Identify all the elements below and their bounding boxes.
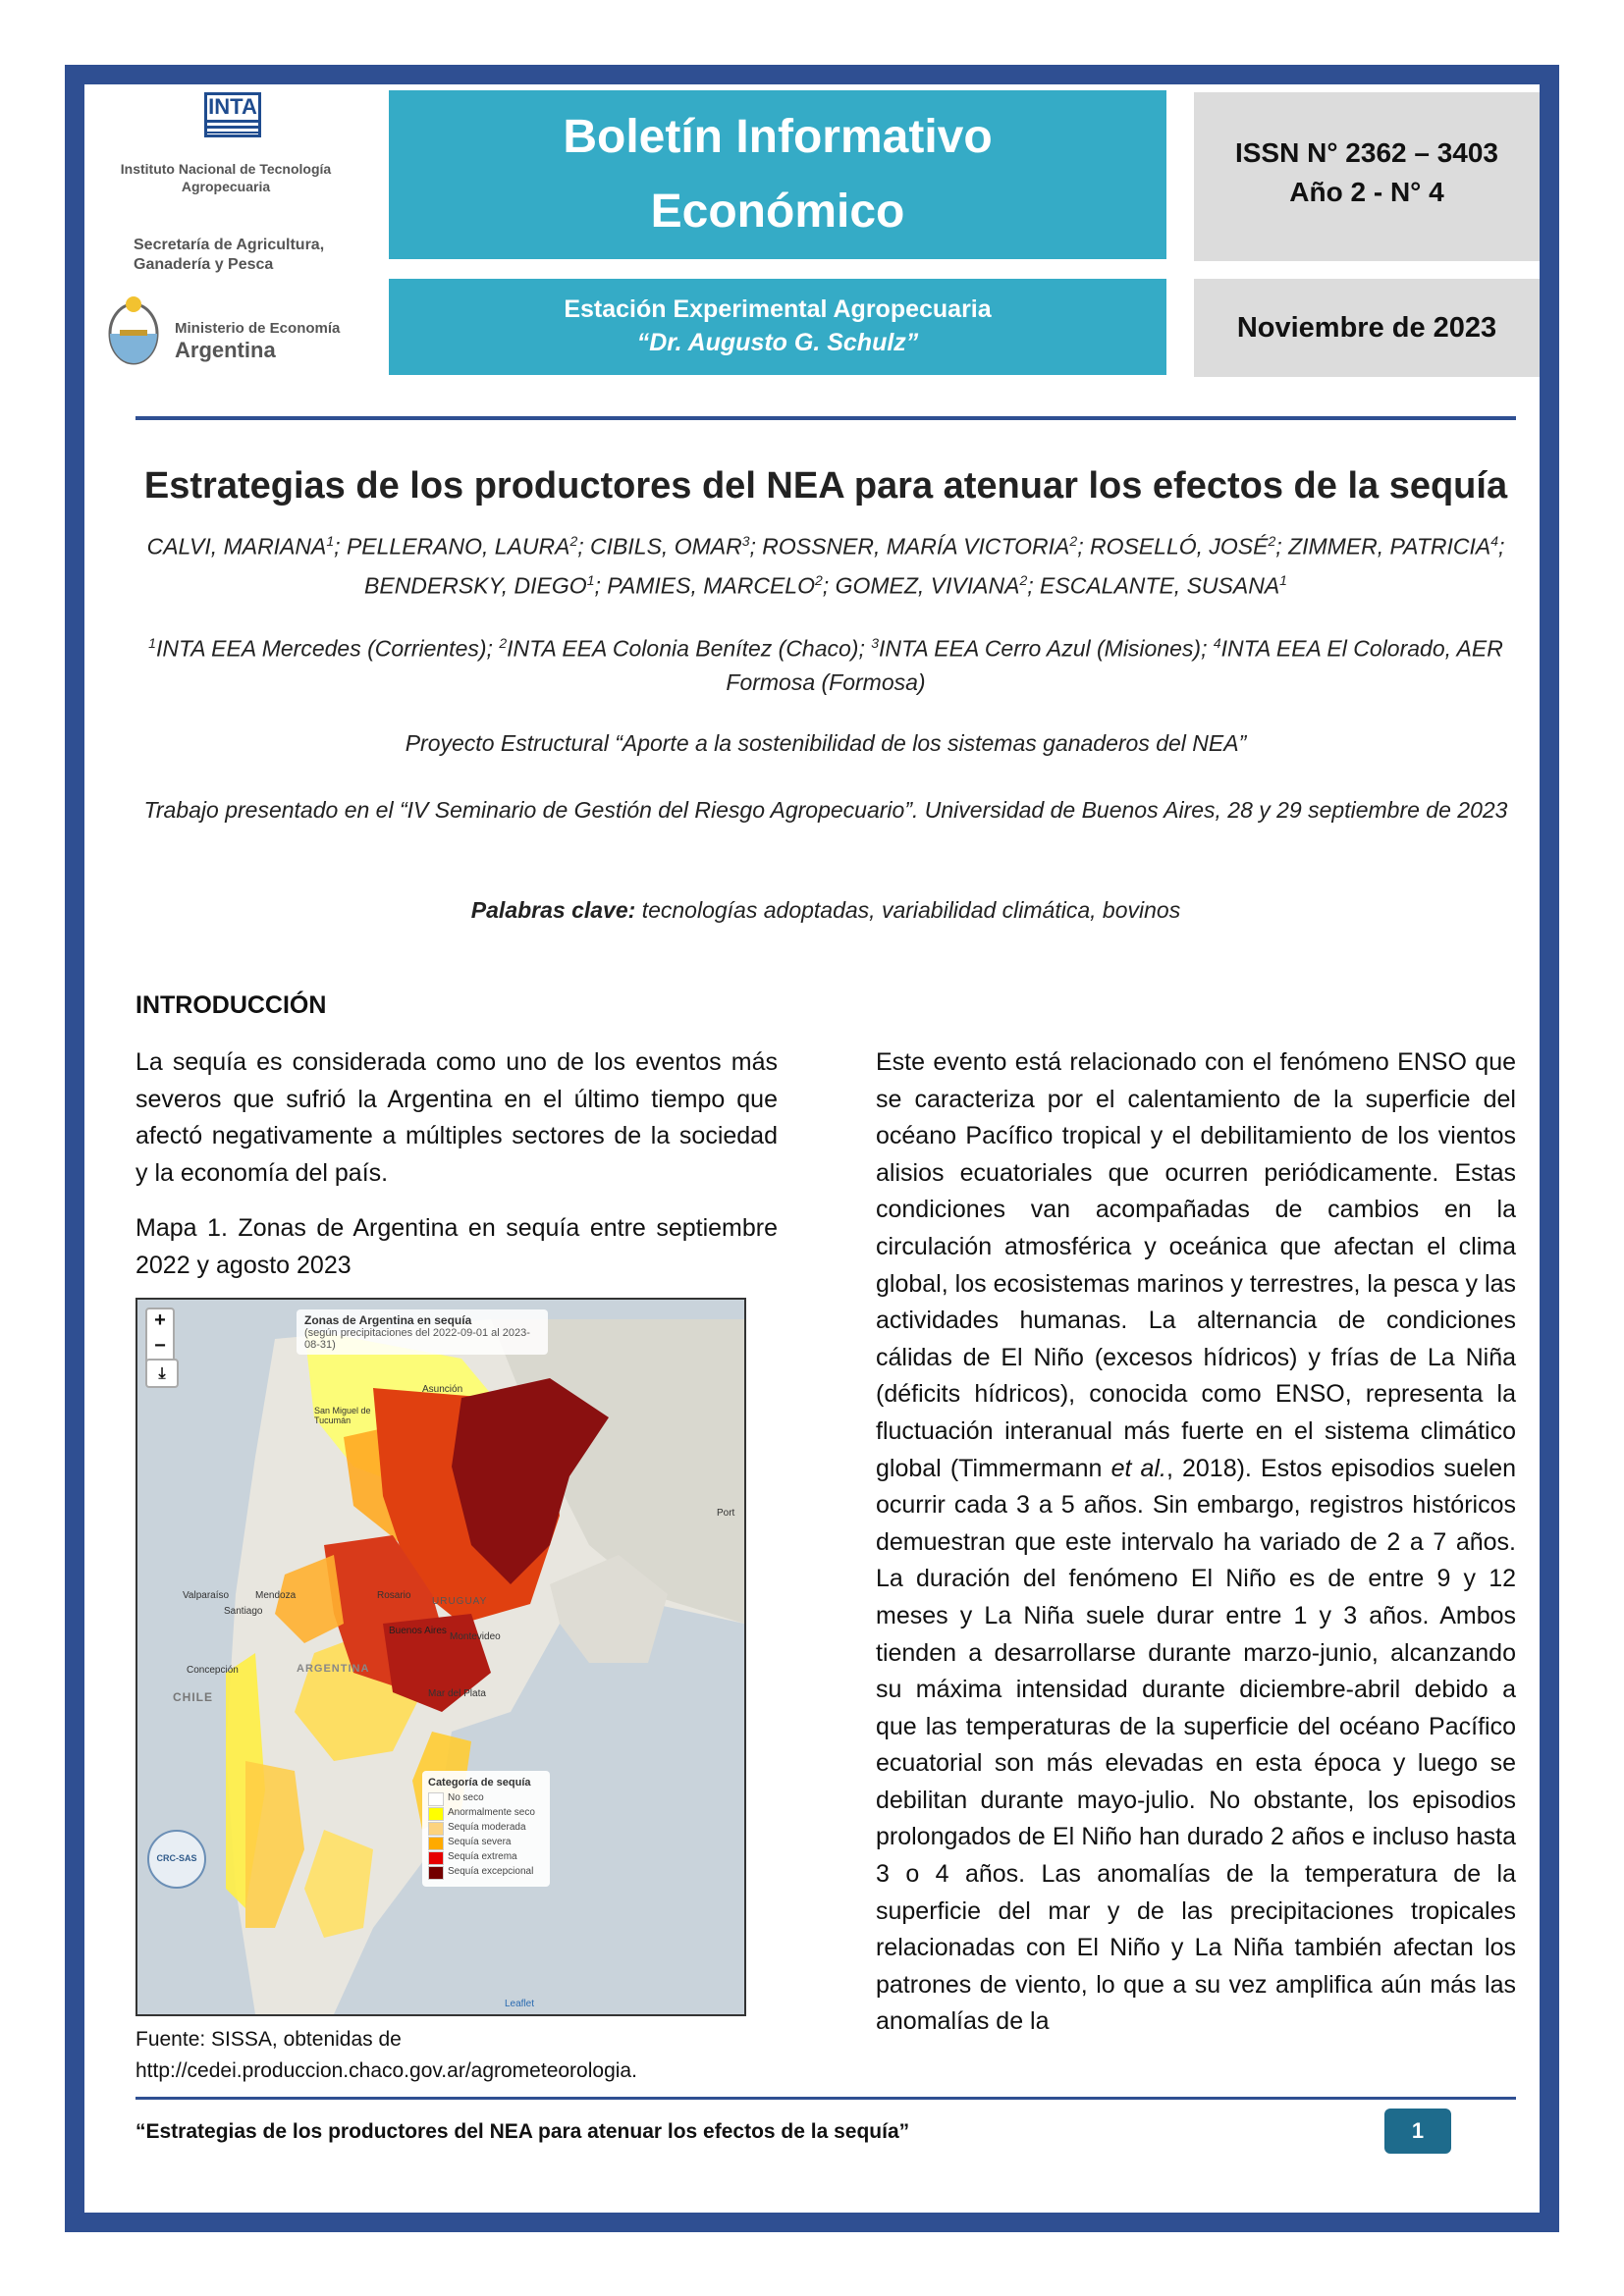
zoom-in-button[interactable]: + [154, 1309, 166, 1331]
map-subtitle: (según precipitaciones del 2022-09-01 al 2023-08-31) [304, 1327, 530, 1351]
country-name: Argentina [175, 338, 276, 362]
legend-item [428, 1807, 544, 1821]
download-button[interactable]: ⤓ [145, 1359, 179, 1388]
map-source-url: http://cedei.produccion.chaco.gov.ar/agrometeorologia. [135, 2059, 637, 2082]
station-honoree: “Dr. Augusto G. Schulz” [636, 329, 919, 356]
issn-box [1194, 92, 1540, 261]
affiliation-mark: 1 [148, 635, 156, 651]
label-valparaiso: Valparaíso [183, 1590, 230, 1601]
argentina-shield-icon [106, 294, 161, 367]
crc-sas-logo [147, 1830, 206, 1889]
crc-sas-logo-text: CRC-SAS [156, 1853, 197, 1863]
affiliation-text: INTA EEA Colonia Benítez (Chaco); [507, 635, 872, 662]
legend-label: Sequía severa [448, 1837, 512, 1847]
keywords-text: tecnologías adoptadas, variabilidad climática, bovinos [641, 897, 1181, 923]
affiliation-mark: 2 [499, 635, 508, 651]
label-montevideo: Montevideo [450, 1631, 501, 1642]
keywords [135, 893, 1516, 927]
author-affiliation-mark: 2 [1069, 533, 1078, 549]
label-porto: Port [717, 1508, 735, 1519]
presented-at: Trabajo presentado en el “IV Seminario de Gestión del Riesgo Agropecuario”. Universidad de Buenos Aires, 28 y 29 septiembre de 2023 [143, 797, 1508, 823]
station-name: Estación Experimental Agropecuaria [564, 295, 992, 323]
secretariat-name: Secretaría de Agricultura, Ganadería y Pesca [134, 237, 325, 273]
label-uruguay: URUGUAY [432, 1596, 488, 1607]
header-divider [135, 416, 1516, 420]
section-heading: INTRODUCCIÓN [135, 991, 327, 1019]
label-asuncion: Asunción [422, 1384, 463, 1395]
affiliation-text: INTA EEA El Colorado, AER Formosa (Formosa) [726, 635, 1503, 695]
author-affiliation-mark: 1 [586, 571, 595, 588]
enso-paragraph [876, 1044, 1516, 2041]
inta-logo-bars [207, 120, 258, 133]
label-concepcion: Concepción [187, 1665, 239, 1676]
legend-label: Sequía moderada [448, 1822, 526, 1833]
legend-label: Anormalmente seco [448, 1807, 535, 1818]
map-source-line1: Fuente: SISSA, obtenidas de [135, 2028, 402, 2051]
leaflet-attribution[interactable]: Leaflet [505, 1999, 535, 2009]
legend-swatch [428, 1792, 444, 1806]
station-banner [389, 279, 1166, 375]
enso-citation-etal: et al. [1110, 1454, 1166, 1482]
author-affiliation-mark: 2 [1268, 533, 1276, 549]
drought-map[interactable] [135, 1298, 746, 2016]
issue-date: Noviembre de 2023 [1194, 279, 1540, 377]
affiliation-text: INTA EEA Cerro Azul (Misiones); [879, 635, 1214, 662]
zoom-out-button[interactable]: − [154, 1335, 166, 1357]
map-title-box [297, 1309, 548, 1355]
legend-swatch [428, 1807, 444, 1821]
legend-item [428, 1837, 544, 1850]
author-name: CALVI, MARIANA [146, 533, 327, 560]
label-chile: CHILE [173, 1690, 213, 1704]
legend-swatch [428, 1851, 444, 1865]
affiliation-mark: 3 [871, 635, 880, 651]
issn: ISSN N° 2362 – 3403 [1234, 137, 1499, 168]
map-source [135, 2024, 784, 2087]
author-name: ESCALANTE, SUSANA [1040, 572, 1280, 599]
project: Proyecto Estructural “Aporte a la sostenibilidad de los sistemas ganaderos del NEA” [405, 730, 1247, 756]
author-affiliation-mark: 2 [815, 571, 823, 588]
legend-item [428, 1792, 544, 1806]
label-mar-del-plata: Mar del Plata [428, 1688, 486, 1699]
intro-paragraph: La sequía es considerada como uno de los eventos más severos que sufrió la Argentina en el último tiempo que afectó negativamente a múltiples sectores de la sociedad y la economía del país. [135, 1048, 778, 1187]
label-mendoza: Mendoza [255, 1590, 297, 1601]
footer-divider [135, 2097, 1516, 2100]
legend-label: Sequía excepcional [448, 1866, 534, 1877]
affiliation-mark: 4 [1213, 635, 1221, 651]
legend-swatch [428, 1866, 444, 1880]
map-caption: Mapa 1. Zonas de Argentina en sequía entre septiembre 2022 y agosto 2023 [135, 1214, 778, 1279]
author-affiliation-mark: 4 [1490, 533, 1499, 549]
author-affiliation-mark: 1 [1279, 571, 1287, 588]
author-name: ROSELLÓ, JOSÉ [1089, 533, 1269, 560]
author-name: BENDERSKY, DIEGO [364, 572, 587, 599]
footer-title: “Estrategias de los productores del NEA para atenuar los efectos de la sequía” [135, 2120, 910, 2143]
author-affiliation-mark: 3 [741, 533, 750, 549]
legend-label: No seco [448, 1792, 484, 1803]
author-name: PAMIES, MARCELO [607, 572, 815, 599]
bulletin-title [389, 90, 1166, 259]
authors: CALVI, MARIANA$^1$; PELLERANO, LAURA$^2$; CIBILS, OMAR$^3$; ROSSNER, MARÍA VICTORIA$^2$; ROSELLÓ, JOSÉ$^2$; ZIMMER, PATRICIA$^4$; BENDERSKY, DIEGO$^1$; PAMIES, MARCELO$^2$; GOMEZ, VIVIANA$^2$; ESCALANTE, SUSANA$^1$ [146, 533, 1505, 599]
legend-swatch [428, 1822, 444, 1836]
year-issue: Año 2 - N° 4 [1289, 177, 1444, 207]
institute-name: Instituto Nacional de Tecnología Agropecuaria [120, 161, 332, 194]
author-name: CIBILS, OMAR [590, 533, 742, 560]
page-number: 1 [1384, 2109, 1451, 2154]
label-argentina: ARGENTINA [297, 1663, 370, 1675]
author-affiliation-mark: 2 [1019, 571, 1028, 588]
article-title: Estrategias de los productores del NEA para atenuar los efectos de la sequía [143, 465, 1508, 507]
bulletin-title-line2: Económico [650, 186, 905, 238]
label-santiago: Santiago [224, 1606, 263, 1617]
legend-item [428, 1822, 544, 1836]
legend-label: Sequía extrema [448, 1851, 517, 1862]
map-title: Zonas de Argentina en sequía [304, 1313, 472, 1327]
map-canvas [137, 1300, 744, 2014]
legend-item [428, 1866, 544, 1880]
author-name: GOMEZ, VIVIANA [835, 572, 1020, 599]
map-legend [422, 1771, 550, 1887]
author-affiliation-mark: 2 [569, 533, 578, 549]
enso-text-1: Este evento está relacionado con el fenómeno ENSO que se caracteriza por el calentamiento de la superficie del océano Pacífico tropical y el debilitamiento de los vientos alisios ecuatoriales que ocurren periódicamente. Estas condiciones van acompañadas de cambios en la circulación atmosférica y oceánica que afectan el clima global, los ecosistemas marinos y terrestres, la pesca y las actividades humanas. La alternancia de condiciones cálidas de El Niño (excesos hídricos) y frías de La Niña (déficits hídricos), conocida como ENSO, representa la fluctuación interanual más fuerte en el sistema climático global (Timmermann [876, 1048, 1516, 1482]
legend-title: Categoría de sequía [428, 1777, 531, 1789]
legend-item [428, 1851, 544, 1865]
enso-text-2: , 2018). Estos episodios suelen ocurrir cada 3 a 5 años. Sin embargo, registros históricos demuestran que este intervalo ha variado de 2 a 7 años. La duración del fenómeno El Niño es de entre 9 y 12 meses y La Niña suele durar entre 1 y 3 años. Ambos tienden a desarrollarse durante marzo-junio, alcanzando su máxima intensidad durante diciembre-abril debido a que las temperaturas de la superficie del océano Pacífico ecuatorial son más elevadas en esta época y luego se debilitan durante mayo-julio. No obstante, los episodios prolongados de El Niño han durado 2 años e incluso hasta 3 o 4 años. Las anomalías de la temperatura de la superficie del mar y de las precipitaciones tropicales relacionadas con El Niño y La Niña también afectan los patrones de viento, lo que a su vez amplifica aún más las anomalías de la [876, 1454, 1516, 2036]
keywords-label: Palabras clave: [470, 897, 636, 923]
author-affiliation-mark: 1 [326, 533, 335, 549]
author-name: ROSSNER, MARÍA VICTORIA [762, 533, 1070, 560]
affiliation-text: INTA EEA Mercedes (Corrientes); [155, 635, 500, 662]
legend-items [428, 1792, 544, 1880]
author-name: ZIMMER, PATRICIA [1288, 533, 1491, 560]
bulletin-title-line1: Boletín Informativo [563, 111, 993, 163]
label-tucuman: San Miguel de Tucumán [314, 1406, 371, 1425]
ministry-name: Ministerio de Economía [175, 320, 341, 337]
inta-logo: INTA [204, 92, 261, 137]
label-buenos-aires: Buenos Aires [389, 1626, 447, 1636]
affiliations [135, 626, 1516, 699]
legend-swatch [428, 1837, 444, 1850]
author-name: PELLERANO, LAURA [346, 533, 570, 560]
label-rosario: Rosario [377, 1590, 411, 1601]
